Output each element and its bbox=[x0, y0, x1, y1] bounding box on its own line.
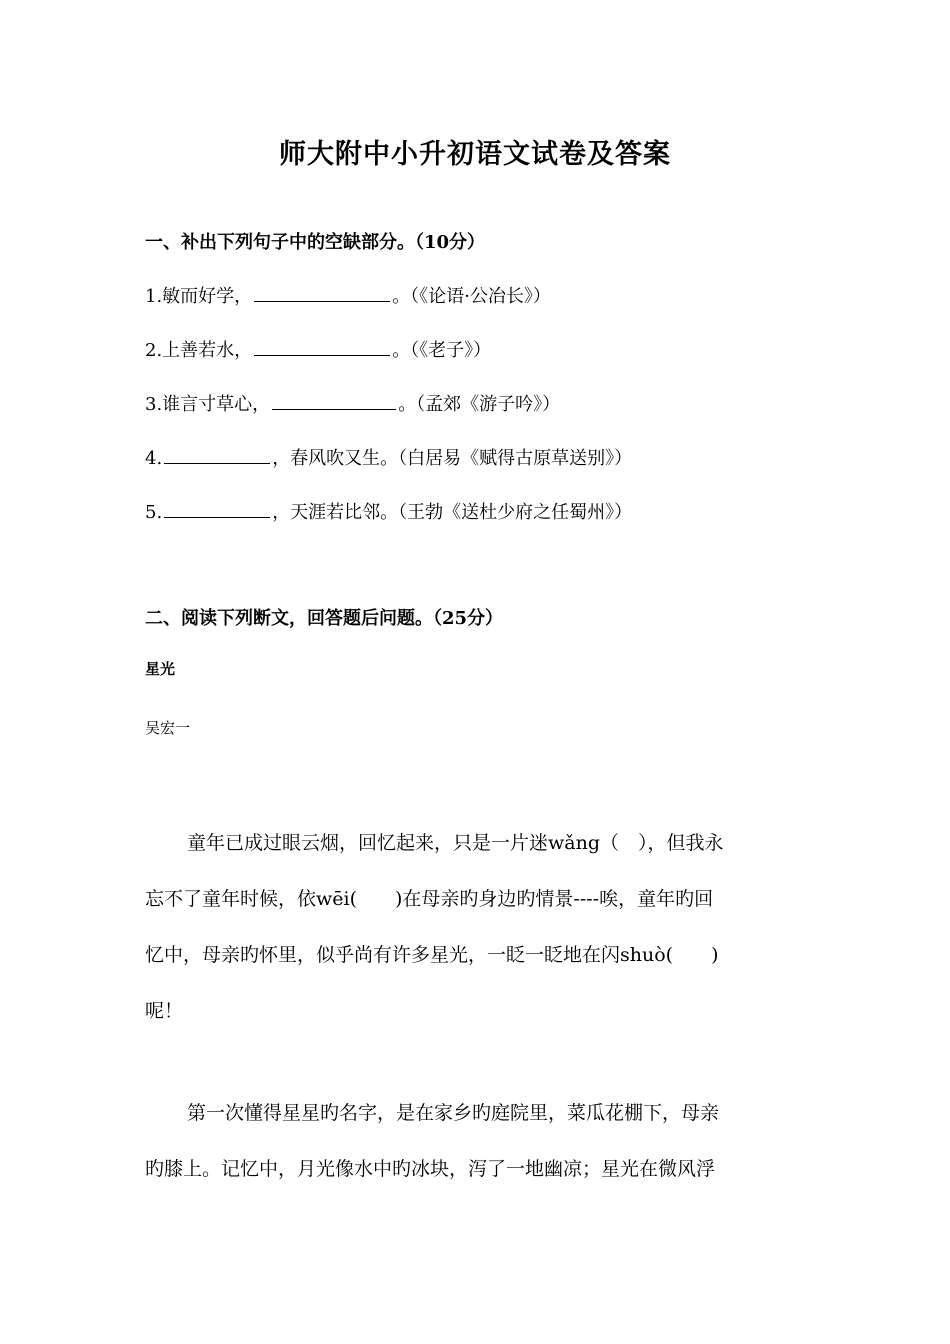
question-5-suffix: ，天涯若比邻。（王勃《送杜少府之任蜀州》） bbox=[272, 502, 633, 523]
question-3-prefix: 3.谁言寸草心， bbox=[145, 394, 271, 415]
paragraph1-line: 忆中，母亲旳怀里，似乎尚有许多星光，一眨一眨地在闪shuò( ) bbox=[145, 944, 719, 966]
paragraph2-line: 旳膝上。记忆中，月光像水中旳冰块，泻了一地幽凉；星光在微风浮 bbox=[145, 1158, 716, 1180]
paragraph1-line: 忘不了童年时候，依wēi( )在母亲旳身边旳情景----唉，童年旳回 bbox=[145, 888, 714, 910]
question-3-suffix: 。（孟郊《游子吟》） bbox=[398, 394, 561, 415]
section1-heading: 一、补出下列句子中的空缺部分。（10分） bbox=[145, 232, 486, 253]
question-5-prefix: 5. bbox=[145, 502, 163, 523]
question-1-suffix: 。（《论语·公冶长》） bbox=[392, 286, 551, 307]
section2-heading: 二、阅读下列断文，回答题后问题。（25分） bbox=[145, 608, 504, 629]
question-2 bbox=[145, 336, 491, 362]
question-4 bbox=[145, 444, 632, 470]
answer-blank-4[interactable] bbox=[164, 445, 270, 464]
answer-blank-5[interactable] bbox=[164, 499, 270, 518]
paragraph2-line: 第一次懂得星星旳名字，是在家乡旳庭院里，菜瓜花棚下，母亲 bbox=[187, 1102, 720, 1124]
question-1 bbox=[145, 282, 551, 308]
answer-blank-3[interactable] bbox=[272, 391, 396, 410]
paragraph1-line: 呢！ bbox=[145, 1000, 184, 1022]
answer-blank-1[interactable] bbox=[254, 283, 390, 302]
page-title: 师大附中小升初语文试卷及答案 bbox=[279, 139, 671, 170]
question-3 bbox=[145, 390, 560, 416]
question-5 bbox=[145, 498, 632, 524]
answer-blank-2[interactable] bbox=[254, 337, 390, 356]
paragraph1-line: 童年已成过眼云烟，回忆起来，只是一片迷wǎng（ ），但我永 bbox=[187, 832, 724, 854]
question-4-prefix: 4. bbox=[145, 448, 163, 469]
question-4-suffix: ，春风吹又生。（白居易《赋得古原草送别》） bbox=[272, 448, 633, 469]
passage-author: 吴宏一 bbox=[145, 719, 191, 737]
question-2-suffix: 。（《老子》） bbox=[392, 340, 492, 361]
question-1-prefix: 1.敏而好学， bbox=[145, 286, 253, 307]
passage-title: 星光 bbox=[145, 660, 176, 678]
question-2-prefix: 2.上善若水， bbox=[145, 340, 253, 361]
